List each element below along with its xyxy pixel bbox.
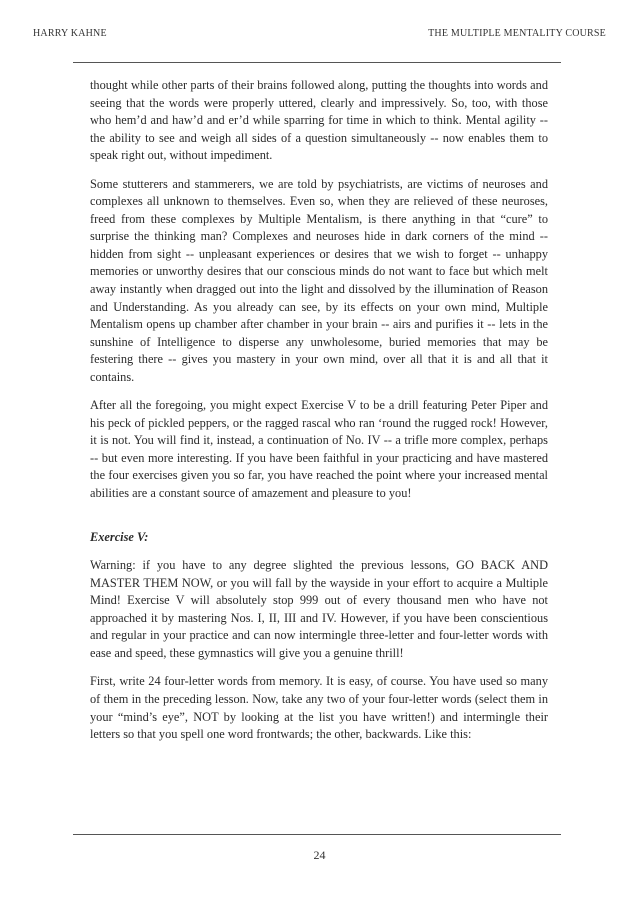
page-body: [90, 77, 548, 755]
exercise-paragraph-1: Warning: if you have to any degree slighted the previous lessons, GO BACK AND MASTER THEM NOW, or you will fall by the wayside in your effort to acquire a Multiple Mind! Exercise V will absolutely stop 999 out of every thousand men who have not approached it by mastering Nos. I, II, III and IV. However, if you have been conscientious and regular in your practice and can now intermingle three-letter and four-letter words with ease and speed, these gymnastics will give you a genuine thrill!: [90, 558, 548, 660]
running-header-title: THE MULTIPLE MENTALITY COURSE: [428, 28, 606, 39]
body-paragraph-2: Some stutterers and stammerers, we are told by psychiatrists, are victims of neuroses and complexes all unknown to themselves. Even so, when they are relieved of these neuroses, freed from these complexes by Multiple Mentalism, is there anything in that “cure” to surprise the thinking man? Complexes and neuroses hide in dark corners of the mind -- hidden from sight -- unpleasant experiences or desires that we wish to forget -- unhappy memories or unworthy desires that our conscious minds do not want to face but which melt away instantly when dragged out into the light and dissolved by the illumination of Reason and Understanding. As you already can see, by its effects on your own mind, Multiple Mentalism opens up chamber after chamber in your brain -- airs and purifies it -- lets in the sunshine of Intelligence to disperse any unwholesome, buried memories that may be festering there -- gives you mastery in your own mind, over all that it is and all that it contains.: [90, 176, 548, 384]
footer-divider: [73, 834, 561, 835]
header-divider: [73, 62, 561, 63]
running-header-author: HARRY KAHNE: [33, 28, 107, 39]
exercise-paragraph-2: First, write 24 four-letter words from memory. It is easy, of course. You have used so many of them in the preceding lesson. Now, take any two of your four-letter words (select them in your “mind’s eye”, NOT by looking at the list you have written!) and intermingle their letters so that you spell one word frontwards; the other, backwards. Like this:: [90, 674, 548, 742]
body-paragraph-1: thought while other parts of their brains followed along, putting the thoughts into words and seeing that the words were properly uttered, clearly and impressively. So, too, with those who hem’d and haw’d and er’d while sparring for time in which to think. Mental agility -- the ability to see and weigh all sides of a question simultaneously -- now enables them to speak right out, without impediment.: [90, 78, 548, 163]
body-paragraph-3: After all the foregoing, you might expect Exercise V to be a drill featuring Peter Piper and his peck of pickled peppers, or the ragged rascal who ran ‘round the rugged rock! However, it is not. You will find it, instead, a continuation of No. IV -- a trifle more complex, perhaps -- but even more interesting. If you have been faithful in your practicing and have mastered the four exercises given you so far, you have reached the point where your increased mental abilities are a constant source of amazement and pleasure to you!: [90, 398, 548, 501]
page-number: 24: [313, 848, 326, 862]
exercise-heading: Exercise V:: [90, 529, 149, 544]
